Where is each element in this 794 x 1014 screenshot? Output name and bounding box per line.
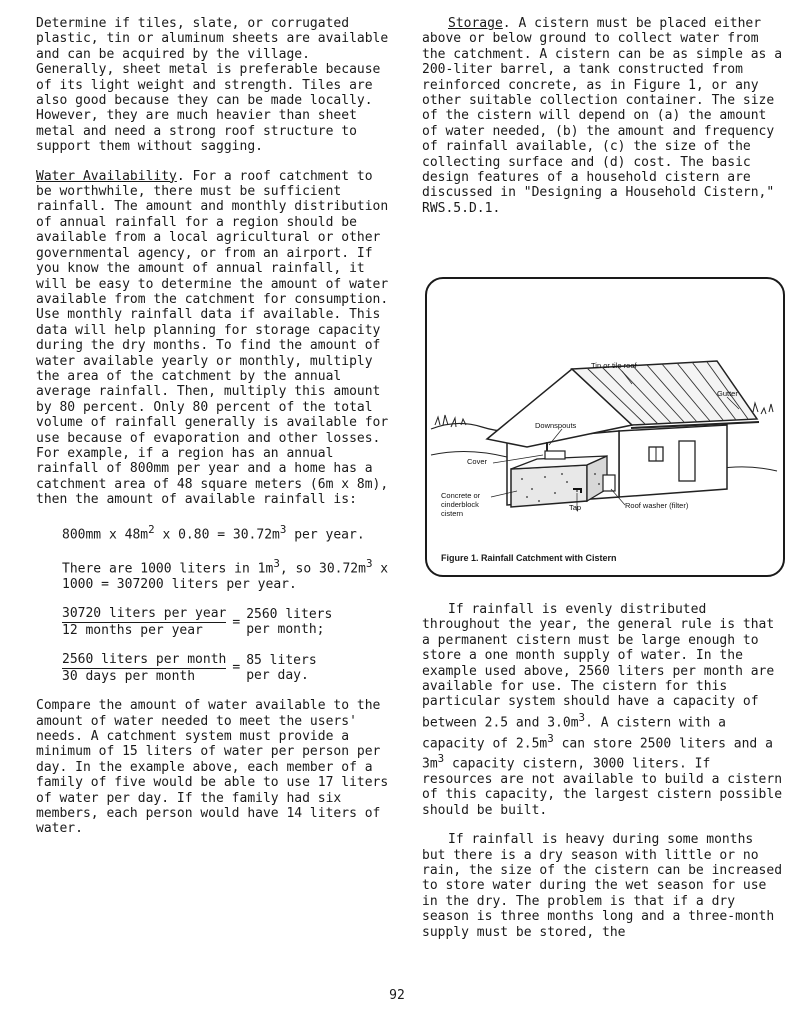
even-rainfall-sup-d: 3 <box>547 731 554 745</box>
fraction-1-equals: = <box>232 614 241 630</box>
paragraph-compare-needs: Compare the amount of water available to the amount of water needed to meet the users' needs. A catchment system must provide a minimum of 15 liters of water per person per day. In the example above, each member of a family of five would be able to use 17 liters of water per day. If the family had six members, each person would have 14 liters of water. <box>36 698 389 837</box>
storage-text: . A cistern must be placed either above or below ground to collect water from the catchment. A cistern can be as simple as a 200-liter barrel, a tank constructed from reinforced concrete, as in Figure 1, or any other suitable collection container. The size of the cistern will depend on (a) the amount of water needed, (b) the amount and frequency of rainfall available, (c) the size of the collecting surface and (d) cost. The basic design features of a household cistern are discussed in "Designing a Household Cistern," RWS.5.D.1. <box>422 16 783 216</box>
label-roof-washer: Roof washer (filter) <box>625 501 689 510</box>
even-rainfall-part-e: can store 2500 liters and a 3m <box>422 735 773 772</box>
house-cistern-illustration <box>427 279 783 575</box>
figure-caption: Figure 1. Rainfall Catchment with Cistern <box>441 553 617 563</box>
water-availability-text: . For a roof catchment to be worthwhile, there must be sufficient rainfall. The amount and monthly distribution of annual rainfall for a region should be available from a local agricultural or other governmental agency, or from an airport. If you know the amount of annual rainfall, it will be easy to determine the amount of water available from the catchment for consumption. Use monthly rainfall data if available. This data will help planning for storage capacity during the dry months. To find the amount of water available yearly or monthly, multiply the area of the catchment by the annual average rainfall. Then, multiply this amount by 80 percent. Only 80 percent of the total volume of rainfall generally is available for use because of evaporation and other losses. For example, if a region has an annual rainfall of 800mm per year and a home has a catchment area of 48 square meters (6m x 8m), then the amount of available rainfall is: <box>36 168 389 508</box>
fraction-liters-per-month <box>62 606 394 638</box>
calc2-part-c: , so 30.72m <box>279 561 366 577</box>
calc1-part-e: per year. <box>286 526 365 542</box>
even-rainfall-sup-b: 3 <box>578 710 586 724</box>
fraction-1-result: 2560 liters per month; <box>246 606 333 638</box>
label-roof: Tin or tile roof <box>591 361 637 370</box>
label-concrete-cistern: Concrete or cinderblock cistern <box>441 491 481 518</box>
fraction-liters-per-day <box>62 652 394 684</box>
paragraph-water-availability <box>36 169 394 508</box>
calc2-part-e: x 1000 = 307200 liters per year. <box>62 561 389 593</box>
calc1-part-c: x 0.80 = 30.72m <box>154 526 280 542</box>
fraction-2-denominator: 30 days per month <box>62 668 196 684</box>
even-rainfall-part-a: If rainfall is evenly distributed throughout the year, the general rule is that a permanent cistern must be large enough to store a one month supply of water. In the example used above, 2560 liters per month are available for use. The cistern for this particular system should have a capacity of between 2.5 and 3.0m <box>422 602 775 731</box>
calc2-sup-b: 3 <box>273 557 280 571</box>
fraction-2-equals: = <box>232 660 241 676</box>
label-gutter: Gutter <box>717 389 738 398</box>
calc1-part-a: 800mm x 48m <box>62 526 149 542</box>
calc-liters <box>62 556 394 592</box>
calc1-sup-b: 2 <box>148 522 155 536</box>
dry-season-text: If rainfall is heavy during some months but there is a dry season with little or no rain, the size of the cistern can be increased to store water during the wet season for use in the dry. The problem is that if a dry season is three months long and a three-month supply must be stored, the <box>422 832 783 940</box>
fraction-1 <box>62 606 226 638</box>
even-rainfall-part-g: capacity cistern, 3000 liters. If resources are not available to build a cistern of this capacity, the largest cistern possible should be built. <box>422 756 783 818</box>
even-rainfall-sup-f: 3 <box>437 752 445 766</box>
label-downspouts: Downspouts <box>535 421 577 430</box>
right-column-top <box>422 16 784 230</box>
calc2-sup-d: 3 <box>365 557 373 571</box>
fraction-2-result: 85 liters per day. <box>246 652 317 684</box>
left-column <box>36 16 394 851</box>
label-tap: Tap <box>569 503 582 512</box>
paragraph-dry-season <box>422 832 784 940</box>
right-column-bottom <box>422 602 784 954</box>
storage-heading: Storage <box>448 16 503 31</box>
calc1-sup-d: 3 <box>279 522 287 536</box>
paragraph-storage <box>422 16 784 216</box>
fraction-2-numerator: 2560 liters per month <box>62 652 227 668</box>
even-rainfall-part-c: . A cistern with a capacity of 2.5m <box>422 715 726 751</box>
calc2-part-a: There are 1000 liters in 1m <box>62 561 274 577</box>
fraction-1-numerator: 30720 liters per year <box>62 606 227 622</box>
figure-rainfall-catchment <box>425 277 785 577</box>
page-number: 92 <box>389 988 405 1003</box>
water-availability-heading: Water Availability <box>36 168 177 184</box>
paragraph-roof-materials: Determine if tiles, slate, or corrugated plastic, tin or aluminum sheets are available and can be acquired by the village. Generally, sheet metal is preferable because of its light weight and strength. Tiles are also good because they can be made locally. However, they are much heavier than sheet metal and need a strong roof structure to support them without sagging. <box>36 16 389 155</box>
label-cover: Cover <box>467 457 488 466</box>
calc-rainfall-volume <box>62 522 394 543</box>
fraction-1-denominator: 12 months per year <box>62 622 203 638</box>
paragraph-even-rainfall <box>422 602 784 818</box>
fraction-2 <box>62 652 226 684</box>
